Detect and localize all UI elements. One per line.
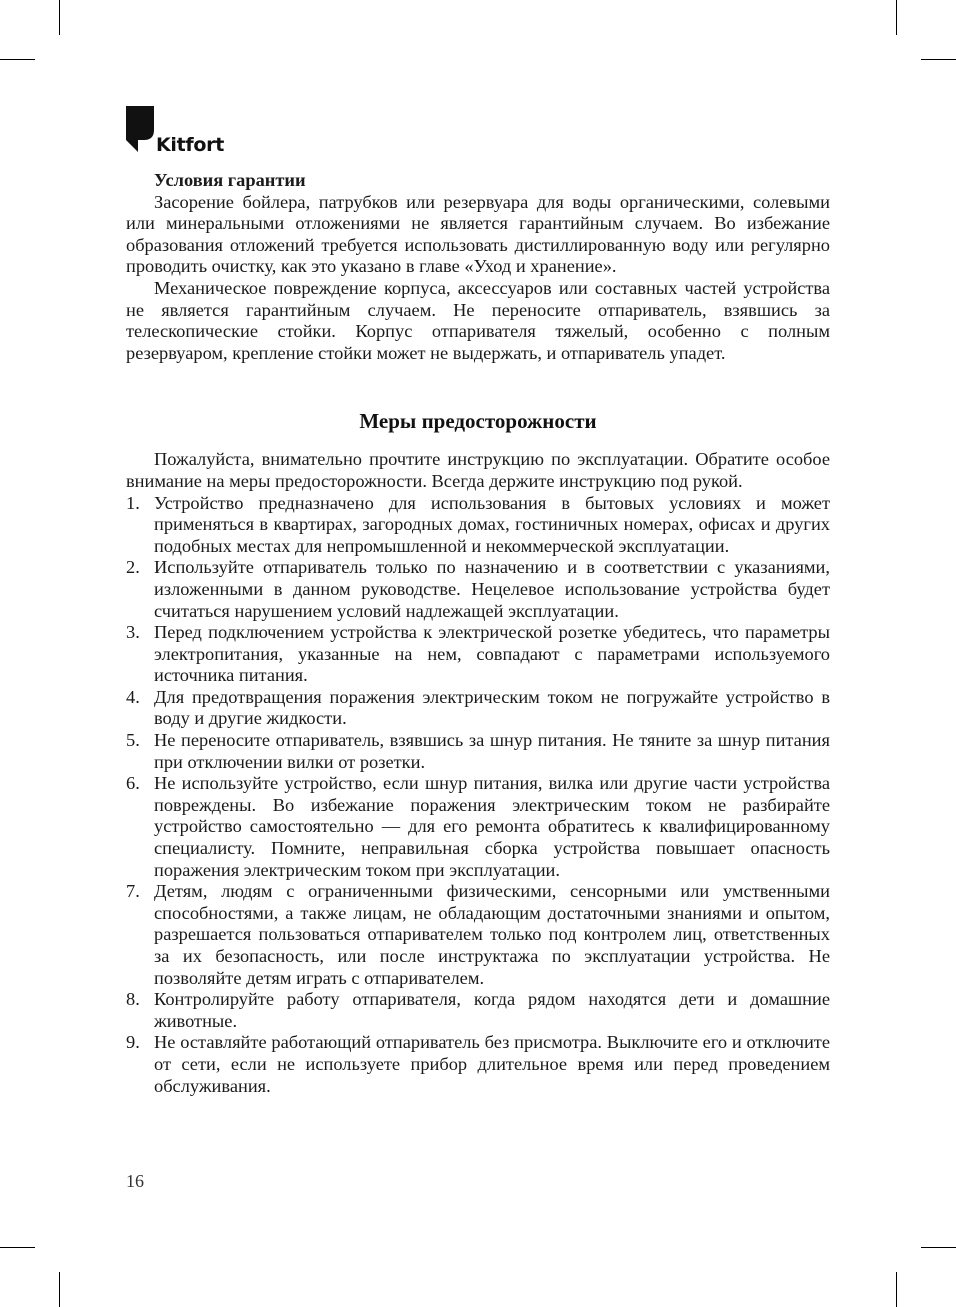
page-number: 16 bbox=[126, 1171, 144, 1191]
warranty-title: Условия гарантии bbox=[154, 170, 306, 190]
item-text: Не используйте устройство, если шнур питания, вилка или другие части устройства повреждены. Во избежание поражения электрическим током не разбирайте устройство самостоятельно — для его ремонта обратитесь к квалифицированному специалисту. Помните, неправильная сборка устройства повышает опасность поражения электрическим током при эксплуатации. bbox=[154, 773, 830, 880]
crop-mark bbox=[896, 0, 897, 35]
item-number: 4. bbox=[126, 686, 140, 707]
precautions-list bbox=[126, 493, 830, 1098]
item-text: Устройство предназначено для использования в бытовых условиях и может применяться в квартирах, загородных домах, гостиничных номерах, офисах и других подобных местах для непромышленной и некоммерческой эксплуатации. bbox=[154, 492, 830, 556]
list-item bbox=[126, 557, 830, 622]
item-text: Не переносите отпариватель, взявшись за шнур питания. Не тяните за шнур питания при отключении вилки от розетки. bbox=[154, 730, 830, 772]
item-number: 6. bbox=[126, 773, 140, 794]
item-text: Не оставляйте работающий отпариватель без присмотра. Выключите его и отключите от сети, если не используете прибор длительное время или перед проведением обслуживания. bbox=[154, 1032, 830, 1096]
page-content bbox=[126, 170, 830, 1097]
list-item bbox=[126, 989, 830, 1032]
crop-mark bbox=[921, 1247, 956, 1248]
list-item bbox=[126, 1032, 830, 1097]
list-item bbox=[126, 687, 830, 730]
list-item bbox=[126, 493, 830, 558]
item-text: Детям, людям с ограниченными физическими, сенсорными или умственными способностями, а также лицам, не обладающим достаточными знаниями и опытом, разрешается пользоваться отпаривателем только под контролем лиц, ответственных за их безопасность, или после инструктажа по эксплуатации устройства. Не позволяйте детям играть с отпаривателем. bbox=[154, 881, 830, 988]
list-item bbox=[126, 622, 830, 687]
item-number: 8. bbox=[126, 989, 140, 1010]
item-number: 7. bbox=[126, 881, 140, 902]
item-number: 9. bbox=[126, 1032, 140, 1053]
item-text: Используйте отпариватель только по назначению и в соответствии с указаниями, изложенными в данном руководстве. Нецелевое использование устройства будет считаться нарушением условий надлежащей эксплуатации. bbox=[154, 557, 830, 621]
crop-mark bbox=[0, 1247, 35, 1248]
item-number: 2. bbox=[126, 557, 140, 578]
brand-logo bbox=[126, 106, 236, 158]
warranty-paragraph: Механическое повреждение корпуса, аксессуаров или составных частей устройства не является гарантийным случаем. Не переносите отпариватель, взявшись за телескопические стойки. Корпус отпаривателя тяжелый, особенно с полным резервуаром, крепление стойки может не выдержать, и отпариватель упадет. bbox=[126, 277, 830, 363]
crop-mark bbox=[59, 0, 60, 35]
list-item bbox=[126, 773, 830, 881]
list-item bbox=[126, 881, 830, 989]
kitfort-logo-icon bbox=[126, 106, 154, 156]
item-text: Для предотвращения поражения электрическим током не погружайте устройство в воду и другие жидкости. bbox=[154, 686, 830, 729]
section-title: Меры предосторожности bbox=[359, 409, 597, 434]
brand-name: Kitfort bbox=[156, 134, 224, 156]
item-number: 3. bbox=[126, 622, 140, 643]
warranty-paragraph: Засорение бойлера, патрубков или резервуара для воды органическими, солевыми или минеральными отложениями не является гарантийным случаем. Во избежание образования отложений требуется использовать дистиллированную воду или регулярно проводить очистку, как это указано в главе «Уход и хранение». bbox=[126, 191, 830, 277]
crop-mark bbox=[921, 59, 956, 60]
precautions-intro: Пожалуйста, внимательно прочтите инструкцию по эксплуатации. Обратите особое внимание на меры предосторожности. Всегда держите инструкцию под рукой. bbox=[126, 449, 830, 491]
crop-mark bbox=[896, 1272, 897, 1307]
item-number: 5. bbox=[126, 730, 140, 751]
item-text: Контролируйте работу отпаривателя, когда рядом находятся дети и домашние животные. bbox=[154, 989, 830, 1031]
item-text: Перед подключением устройства к электрической розетке убедитесь, что параметры электропитания, указанные на нем, совпадают с параметрами используемого источника питания. bbox=[154, 622, 830, 686]
list-item bbox=[126, 730, 830, 773]
item-number: 1. bbox=[126, 492, 140, 513]
crop-mark bbox=[59, 1272, 60, 1307]
crop-mark bbox=[0, 59, 35, 60]
